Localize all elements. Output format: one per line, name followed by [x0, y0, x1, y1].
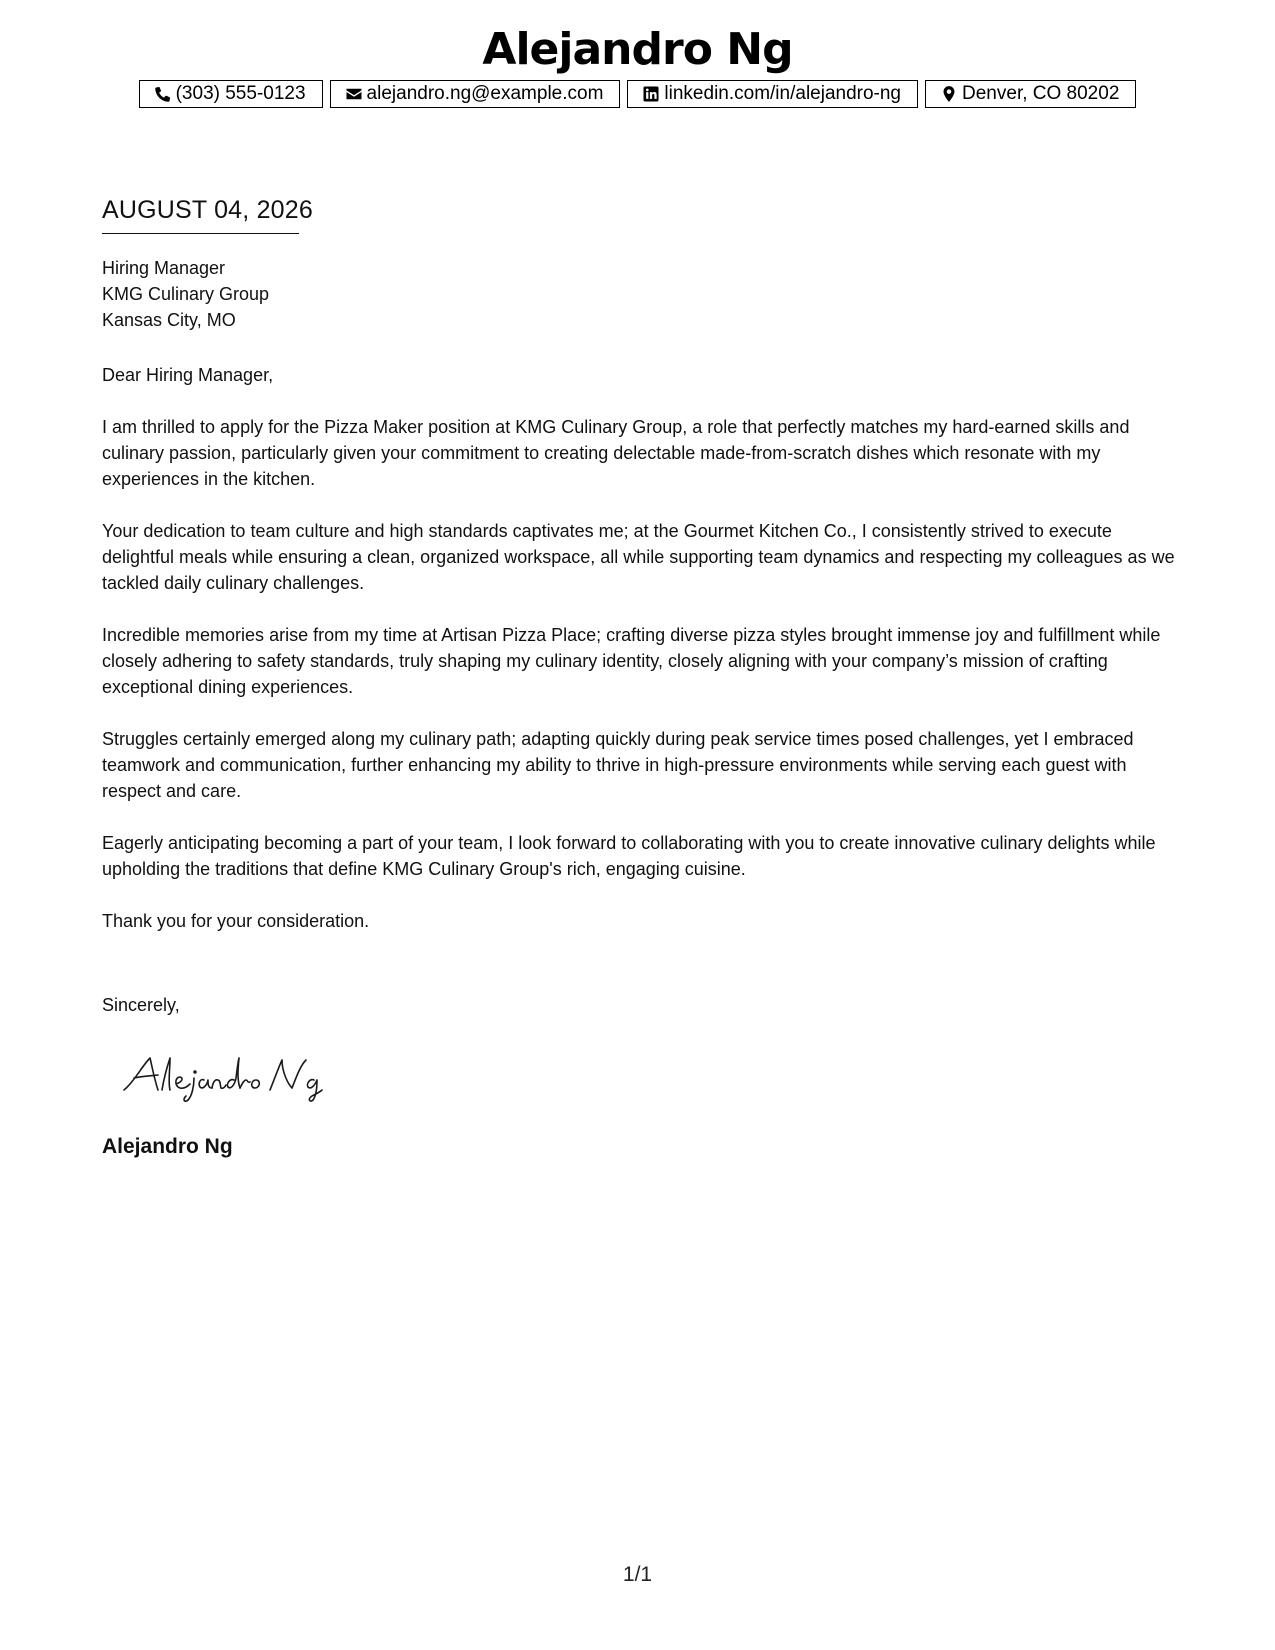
page-number: 1/1: [622, 1563, 653, 1586]
body-paragraph-2: Your dedication to team culture and high standards captivates me; at the Gourmet Kitchen Co., I consistently strived to execute delightful meals while ensuring a clean, organized workspace, all while supporting team dynamics and respecting my colleagues as we tackled daily culinary challenges.: [102, 521, 1175, 593]
recipient-title: Hiring Manager: [102, 258, 226, 278]
applicant-name-heading: Alejandro Ng: [482, 24, 793, 75]
contact-linkedin[interactable]: [627, 80, 918, 108]
letter-date-block: [102, 195, 313, 234]
phone-icon: [154, 85, 172, 103]
date-underline: [102, 233, 299, 234]
linkedin-text: linkedin.com/in/alejandro-ng: [664, 83, 902, 104]
signer-name: Alejandro Ng: [102, 1135, 233, 1158]
recipient-company: KMG Culinary Group: [102, 284, 270, 304]
letter-date: AUGUST 04, 2026: [102, 196, 313, 224]
salutation: Dear Hiring Manager,: [102, 365, 274, 385]
body-paragraph-1: I am thrilled to apply for the Pizza Maker position at KMG Culinary Group, a role that perfectly matches my hard-earned skills and culinary passion, particularly given your commitment to creating delectable made-from-scratch dishes which resonate with my experiences in the kitchen.: [102, 417, 1130, 489]
contact-email[interactable]: [330, 80, 621, 108]
closing-line: Sincerely,: [102, 995, 180, 1015]
location-text: Denver, CO 80202: [962, 83, 1120, 104]
phone-text: (303) 555-0123: [175, 83, 306, 104]
thank-you-line: Thank you for your consideration.: [102, 911, 370, 931]
email-text: alejandro.ng@example.com: [366, 83, 604, 104]
contact-phone[interactable]: [139, 80, 323, 108]
handwritten-signature: [120, 1052, 350, 1104]
contact-info-row: [0, 80, 1275, 108]
recipient-address: [102, 255, 269, 333]
linkedin-icon: [642, 85, 660, 103]
map-pin-icon: [940, 85, 958, 103]
body-paragraph-5: Eagerly anticipating becoming a part of your team, I look forward to collaborating with you to create innovative culinary delights while upholding the traditions that define KMG Culinary Group's rich, engaging cuisine.: [102, 833, 1156, 879]
recipient-city: Kansas City, MO: [102, 310, 236, 330]
contact-location[interactable]: [925, 80, 1136, 108]
body-paragraph-3: Incredible memories arise from my time at Artisan Pizza Place; crafting diverse pizza styles brought immense joy and fulfillment while closely adhering to safety standards, truly shaping my culinary identity, closely aligning with your company’s mission of crafting exceptional dining experiences.: [102, 625, 1161, 697]
body-paragraph-4: Struggles certainly emerged along my culinary path; adapting quickly during peak service times posed challenges, yet I embraced teamwork and communication, further enhancing my ability to thrive in high-pressure environments while serving each guest with respect and care.: [102, 729, 1134, 801]
envelope-icon: [345, 85, 363, 103]
letter-body: [102, 362, 1177, 960]
